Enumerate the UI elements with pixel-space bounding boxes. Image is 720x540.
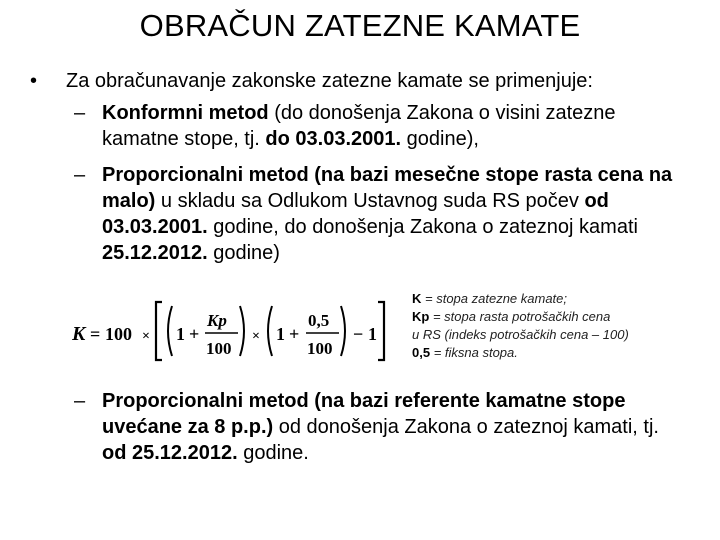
legend-symbol: Kp <box>412 309 430 324</box>
text-run: godine, do donošenja Zakona o zateznoj kamati <box>207 216 638 238</box>
bold-run: 25.12.2012. <box>102 242 208 264</box>
main-bullet-text: Za obračunavanje zakonske zatezne kamate se primenjuje: <box>66 70 593 92</box>
right-paren-2 <box>341 306 345 356</box>
left-paren-2 <box>268 306 272 356</box>
legend-line <box>412 344 712 362</box>
formula-times: × <box>142 329 150 344</box>
formula-one-1: 1 <box>176 324 185 344</box>
formula-legend <box>412 290 712 362</box>
legend-desc: = stopa zatezne kamate; <box>421 291 568 306</box>
bold-run: od 25.12.2012. <box>102 442 238 464</box>
big-left-bracket <box>156 302 162 360</box>
legend-desc: = stopa rasta potrošačkih cena <box>429 309 611 324</box>
formula-eq: = <box>90 324 101 344</box>
formula-one-3: 1 <box>368 324 377 344</box>
legend-symbol: K <box>412 291 422 306</box>
formula-den-2: 100 <box>307 339 333 358</box>
bullet-dot-icon: • <box>30 70 38 92</box>
bold-run: Proporcionalni metod (na bazi mesečne stope rasta cena na malo) <box>102 164 673 212</box>
left-paren-1 <box>168 306 172 356</box>
text-run: godine) <box>207 242 280 264</box>
dash-icon: – <box>74 390 86 412</box>
dash-icon: – <box>74 102 86 124</box>
text-run: (do donošenja Zakona o visini zatezne kamatne stope, tj. <box>102 102 616 150</box>
legend-line <box>412 290 712 308</box>
formula-coef: 100 <box>105 324 132 344</box>
formula-num-1: Kp <box>207 311 227 330</box>
big-right-bracket <box>378 302 384 360</box>
dash-icon: – <box>74 164 86 186</box>
text-run: u skladu sa Odlukom Ustavnog suda RS počev <box>155 190 585 212</box>
sub-item-text <box>102 162 674 266</box>
bold-run: od 03.03.2001. <box>102 190 609 238</box>
formula-minus: − <box>353 324 364 344</box>
legend-line <box>412 326 712 344</box>
formula-times-2: × <box>252 329 260 344</box>
formula-plus-2: + <box>289 324 300 344</box>
bold-run: Proporcionalni metod (na bazi referente kamatne stope uvećane za 8 p.p.) <box>102 390 626 438</box>
sub-item-text <box>102 388 674 466</box>
sub-item-proporcionalni-referentna <box>74 388 674 466</box>
legend-desc: = fiksna stopa. <box>430 345 518 360</box>
formula-plus-1: + <box>189 324 200 344</box>
interest-formula <box>72 296 392 366</box>
bold-run: do 03.03.2001. <box>265 128 402 150</box>
formula-lhs: K <box>72 323 86 345</box>
text-run: od donošenja Zakona o zateznoj kamati, tj. <box>273 416 659 438</box>
bold-run: Konformni metod <box>102 102 269 124</box>
sub-item-proporcionalni-mesecna <box>74 162 674 266</box>
legend-symbol: 0,5 <box>412 345 431 360</box>
legend-desc: u RS (indeks potrošačkih cena – 100) <box>412 327 629 342</box>
text-run: godine. <box>237 442 309 464</box>
formula-num-2: 0,5 <box>308 311 330 330</box>
slide-title: OBRAČUN ZATEZNE KAMATE <box>139 8 581 43</box>
sub-item-konformni <box>74 100 674 152</box>
formula-den-1: 100 <box>206 339 232 358</box>
text-run: godine), <box>401 128 479 150</box>
legend-line <box>412 308 712 326</box>
sub-item-text <box>102 100 674 152</box>
right-paren-1 <box>240 306 244 356</box>
formula-one-2: 1 <box>276 324 285 344</box>
